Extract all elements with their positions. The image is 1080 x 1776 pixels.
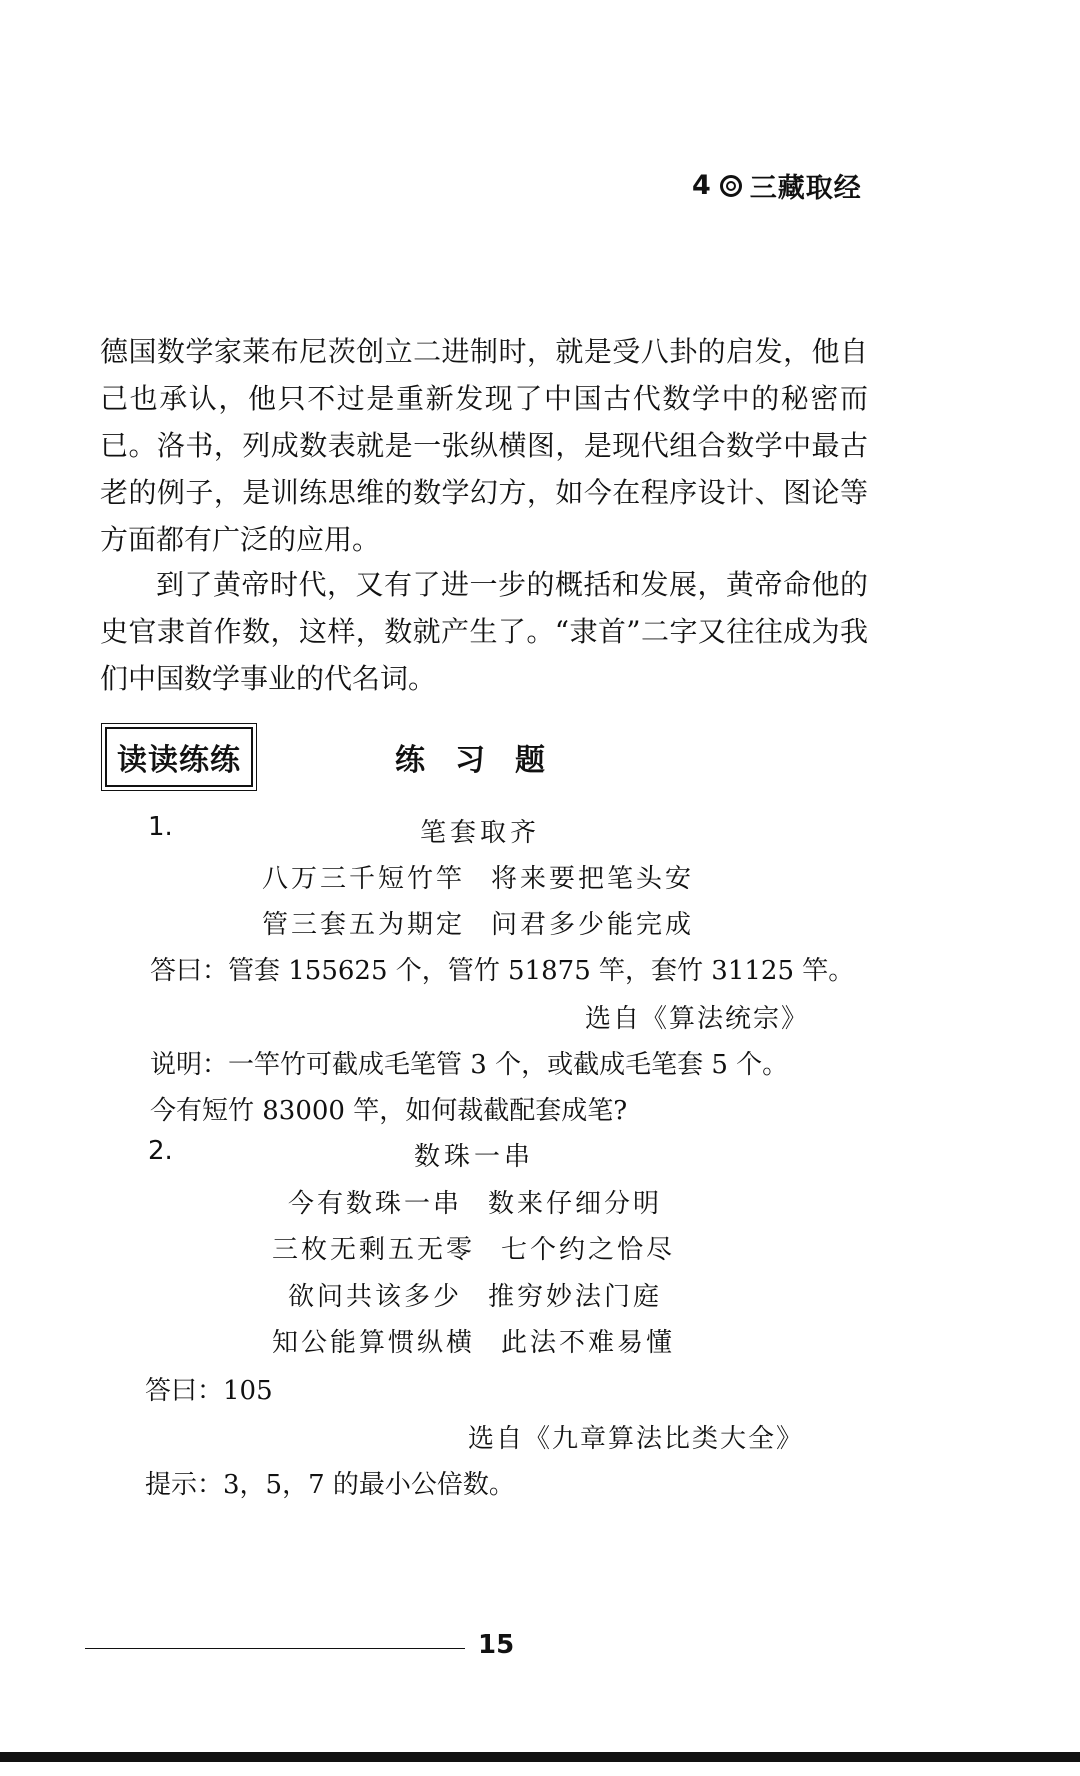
problem-1-note-2: 今有短竹 83000 竿，如何裁截配套成笔? bbox=[150, 1096, 628, 1126]
verse-part: 将来要把笔头安 bbox=[491, 864, 695, 894]
body-paragraph-2: 到了黄帝时代，又有了进一步的概括和发展，黄帝命他的史官隶首作数，这样，数就产生了。“隶首”二字又往往成为我们中国数学事业的代名词。 bbox=[100, 568, 868, 695]
problem-2-number: 2. bbox=[148, 1136, 173, 1166]
practice-title: 练习题 bbox=[395, 743, 575, 778]
problem-2-verse-2 bbox=[272, 1229, 675, 1266]
problem-2-hint: 提示：3，5，7 的最小公倍数。 bbox=[145, 1470, 515, 1500]
problem-1-answer: 答曰：管套 155625 个，管竹 51875 竿，套竹 31125 竿。 bbox=[150, 956, 855, 986]
verse-part: 欲问共该多少 bbox=[288, 1282, 463, 1312]
double-circle-icon bbox=[720, 175, 742, 197]
problem-1-title: 笔套取齐 bbox=[420, 818, 541, 848]
verse-part: 此法不难易懂 bbox=[501, 1328, 676, 1358]
chapter-title: 三藏取经 bbox=[749, 173, 862, 204]
verse-part: 管三套五为期定 bbox=[262, 910, 466, 940]
problem-1-number: 1. bbox=[148, 812, 173, 842]
verse-part: 推穷妙法门庭 bbox=[488, 1282, 663, 1312]
problem-2-source: 选自《九章算法比类大全》 bbox=[468, 1424, 805, 1454]
verse-part: 八万三千短竹竿 bbox=[262, 864, 466, 894]
problem-2-verse-1 bbox=[288, 1183, 662, 1220]
chapter-number: 4 bbox=[692, 170, 712, 201]
problem-1-verse-2 bbox=[262, 904, 694, 941]
problem-2-verse-4 bbox=[272, 1322, 675, 1359]
footer-rule bbox=[85, 1648, 465, 1649]
problem-2-verse-3 bbox=[288, 1276, 662, 1313]
verse-part: 数来仔细分明 bbox=[488, 1189, 663, 1219]
verse-part: 知公能算惯纵横 bbox=[272, 1328, 476, 1358]
practice-label-box: 读读练练 bbox=[105, 727, 253, 787]
problem-1-source: 选自《算法统宗》 bbox=[585, 1004, 810, 1034]
problem-2-answer: 答曰：105 bbox=[145, 1376, 273, 1406]
running-header bbox=[692, 166, 862, 205]
verse-part: 三枚无剩五无零 bbox=[272, 1235, 476, 1265]
problem-2-title: 数珠一串 bbox=[414, 1142, 535, 1172]
problem-1-note-1: 说明：一竿竹可截成毛笔管 3 个，或截成毛笔套 5 个。 bbox=[150, 1050, 789, 1080]
verse-part: 今有数珠一串 bbox=[288, 1189, 463, 1219]
bottom-border bbox=[0, 1752, 1080, 1762]
verse-part: 七个约之恰尽 bbox=[501, 1235, 676, 1265]
problem-1-verse-1 bbox=[262, 858, 694, 895]
page-number: 15 bbox=[478, 1630, 515, 1660]
verse-part: 问君多少能完成 bbox=[491, 910, 695, 940]
practice-section-header bbox=[105, 727, 865, 787]
body-paragraph-1: 德国数学家莱布尼茨创立二进制时，就是受八卦的启发，他自己也承认，他只不过是重新发现了中国古代数学中的秘密而已。洛书，列成数表就是一张纵横图，是现代组合数学中最古老的例子，是训练思维的数学幻方，如今在程序设计、图论等方面都有广泛的应用。 bbox=[100, 335, 868, 556]
